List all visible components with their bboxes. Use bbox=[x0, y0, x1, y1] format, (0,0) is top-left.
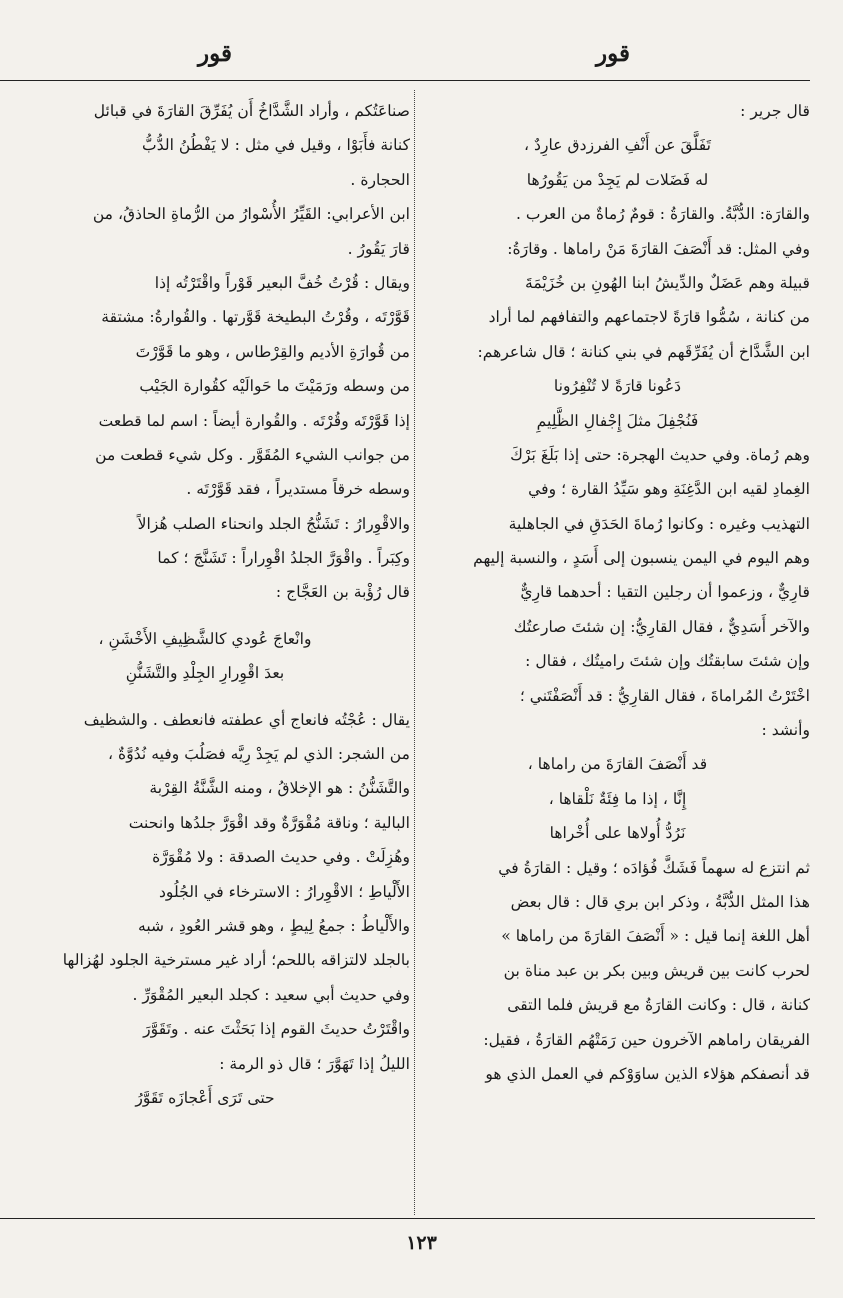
verse-line: قد أَنْصَفَ القارَةَ من راماها ، bbox=[527, 755, 708, 774]
verse-spacer bbox=[0, 610, 410, 622]
verse-line: دَعُونا قارَةً لا تُنْفِرُونا bbox=[553, 377, 682, 396]
text-line: كنانة فأَبَوْا ، وقيل في مثل : لا يَفْطُنُ الدُّبُّ bbox=[142, 136, 410, 155]
text-line: هذا المثل الدُّبَّةُ ، وذكر ابن بري قال : قال بعض bbox=[510, 892, 810, 911]
text-line: يقال : عُجْتُه فانعاج أي عطفته فانعطف . والشظيف bbox=[83, 710, 410, 729]
text-line: ابن الأعرابي: القَيِّرُ الأُسْوارُ من الرُّماةِ الحاذقُ، من bbox=[92, 205, 410, 224]
text-line: قال رُؤْبة بن العَجَّاج : bbox=[275, 583, 410, 602]
text-line: ابن الشَّدَّاخ أن يُفَرِّقَهم في بني كنانة ؛ قال شاعرهم: bbox=[477, 342, 810, 361]
text-line: وأنشد : bbox=[761, 721, 810, 740]
text-line: وإن شئتَ سابقتُك وإن شئتَ راميتُك ، فقال : bbox=[525, 652, 810, 671]
text-line: قبيلة وهم عَضَلٌ والدِّيشُ ابنا الهُونِ بن خُزَيْمَةَ bbox=[525, 273, 810, 292]
text-line: الحجارة . bbox=[350, 170, 410, 189]
running-header-right: قور bbox=[596, 40, 630, 67]
text-line: ويقال : قُرْتُ خُفَّ البعير قَوْراً واقْتَرْتُه إذا bbox=[154, 273, 410, 292]
text-line: وفي حديث أبي سعيد : كجلد البعير المُقْوَرِّ . bbox=[132, 985, 410, 1004]
text-line: والقارَة: الدُّبَّةُ. والقارَةُ : قومٌ رُماةٌ من العرب . bbox=[515, 205, 810, 224]
text-line: من جوانب الشيء المُقَوَّر . وكل شيء قطعت من bbox=[95, 445, 410, 464]
text-line: وكِبَراً . واقْوَرَّ الجلدُ اقْوِراراً : تَشَنَّجَ ؛ كما bbox=[157, 549, 410, 568]
text-line: بالجلد لالتزاقه باللحم؛ أراد غير مسترخية الجلود لهُزالها bbox=[62, 951, 410, 970]
left-column bbox=[0, 94, 410, 1115]
text-line: لحرب كانت بين قريش وبين بكر بن عبد مناة بن bbox=[503, 961, 810, 980]
text-line: التهذيب وغيره : وكانوا رُماةَ الحَدَقِ في الجاهلية bbox=[508, 514, 810, 533]
footer-rule bbox=[0, 1218, 815, 1219]
text-line: والاقْوِرارُ : تَشَنُّجُ الجلد وانحناء الصلب هُزالاً bbox=[137, 514, 410, 533]
page-number: ١٢٣ bbox=[406, 1232, 437, 1254]
text-line: الليلُ إذا تَهَوَّرَ ؛ قال ذو الرمة : bbox=[219, 1054, 410, 1073]
text-line: قد أنصفكم هؤلاء الذين ساوَوْكم في العمل الذي هو bbox=[485, 1064, 810, 1083]
verse-line: إِنَّا ، إذا ما فِئَةٌ نَلْقاها ، bbox=[548, 789, 687, 808]
text-line: قَوَّرْتَه ، وقُرْتُ البطيخة قَوَّرتها . والقُوارةُ: مشتقة bbox=[101, 308, 410, 327]
verse-line: حتى تَرَى أَعْجازَه تَقَوَّرُ bbox=[135, 1088, 275, 1107]
verse-line: فَنُجْفِلَ مثلَ إِجْفالِ الظَّلِيمِ bbox=[536, 411, 699, 430]
text-line: قال جرير : bbox=[740, 102, 810, 120]
text-line: والآخر أَسَدِيٌّ ، فقال القارِيُّ: إن شئتَ صارعتُك bbox=[513, 617, 810, 636]
verse-line: بعدَ اقْوِرارِ الجِلْدِ والتَّشَنُّنِ bbox=[125, 664, 285, 683]
text-line: وهم اليوم في اليمن ينسبون إلى أَسَدٍ ، والنسبة إليهم bbox=[473, 549, 810, 568]
verse-line: تَفَلَّقَ عن أَنْفِ الفرزدق عارِدٌ ، bbox=[524, 136, 711, 155]
text-line: وهُزِلَتْ . وفي حديث الصدقة : ولا مُقْوَرَّة bbox=[152, 848, 410, 867]
text-line: والأَلْياطُ : جمعُ لِيطٍ ، وهو قشر العُودِ ، شبه bbox=[137, 916, 410, 935]
verse-line: وانْعاجَ عُودي كالشَّظِيفِ الأَخْشَنِ ، bbox=[98, 629, 312, 648]
text-line: الفريقان راماهم الآخرون حين رَمَتْهُم القارَةُ ، فقيل: bbox=[483, 1030, 810, 1049]
text-line: إذا قَوَّرْتَه وقُرْتَه . والقُوارة أيضاً : اسم لما قطعت bbox=[98, 411, 410, 430]
header-rule bbox=[0, 80, 810, 81]
running-header-left: قور bbox=[198, 40, 232, 67]
text-line: وهم رُماة. وفي حديث الهجرة: حتى إذا بَلَغَ بَرْكَ bbox=[510, 445, 810, 464]
text-line: كنانة ، قال : وكانت القارَةُ مع قريش فلما التقى bbox=[507, 996, 810, 1015]
text-line: وفي المثل: قد أَنْصَفَ القارَةَ مَنْ راماها . وقارَةُ: bbox=[507, 239, 810, 258]
text-line: من قُوارَةِ الأديم والقِرْطاس ، وهو ما قَوَّرْتَ bbox=[135, 342, 410, 361]
text-line: اخْتَرْتُ المُراماةَ ، فقال القارِيُّ : قد أَنْصَفْتَني ؛ bbox=[519, 686, 810, 705]
text-line: أهل اللغة إنما قيل : « أَنْصَفَ القارَةَ من راماها » bbox=[501, 927, 810, 946]
text-line: الغِمادِ لقيه ابن الدَّغِنَةِ وهو سَيِّدُ القارة ؛ وفي bbox=[528, 480, 810, 499]
text-line: من الشجر: الذي لم يَجِدْ رِيَّه فصَلُبَ وفيه نُدُوَّةٌ ، bbox=[108, 745, 410, 764]
verse-line: نَرُدُّ أُولاها على أُخْراها bbox=[549, 824, 686, 843]
text-line: الأَلْياطِ ؛ الاقْوِرارُ : الاسترخاء في الجُلُود bbox=[158, 882, 410, 901]
text-line: ثم انتزع له سهماً فَشَكَّ فُؤادَه ؛ وقيل : القارَةُ في bbox=[498, 858, 810, 877]
text-line: من كنانة ، سُمُّوا قارَةً لاجتماعهم والتفافهم لما أراد bbox=[488, 308, 810, 327]
text-line: وسطه خرقاً مستديراً ، فقد قَوَّرْتَه . bbox=[186, 480, 410, 499]
verse-line: له فَضَلات لم يَجِدْ من يَقُورُها bbox=[526, 170, 709, 189]
text-line: صناعَتُكم ، وأراد الشَّدَّاخُ أَن يُفَرِّقَ القارَةَ في قبائل bbox=[93, 102, 410, 120]
text-line: من وسطه ورَمَيْتَ ما حَوالَيْه كقُوارة الجَيْب bbox=[139, 377, 410, 396]
right-column bbox=[425, 94, 810, 1091]
text-line: والتَّشَنُّنُ : هو الإخلاقُ ، ومنه الشَّنَّةُ القِرْبة bbox=[149, 779, 410, 798]
text-line: قارِيٌّ ، وزعموا أن رجلين التقيا : أحدهما قارِيٌّ bbox=[520, 583, 810, 602]
text-line: البالية ؛ وناقة مُقْوَرَّةٌ وقد اقْوَرَّ جلدُها وانحنت bbox=[128, 813, 410, 832]
text-line: واقْتَرْتُ حديثَ القوم إذا بَحَثْتَ عنه . وتَقَوَّرَ bbox=[143, 1020, 410, 1039]
column-divider bbox=[414, 90, 415, 1215]
verse-spacer bbox=[0, 691, 410, 703]
text-line: قارَ يَقُورُ . bbox=[347, 239, 410, 258]
